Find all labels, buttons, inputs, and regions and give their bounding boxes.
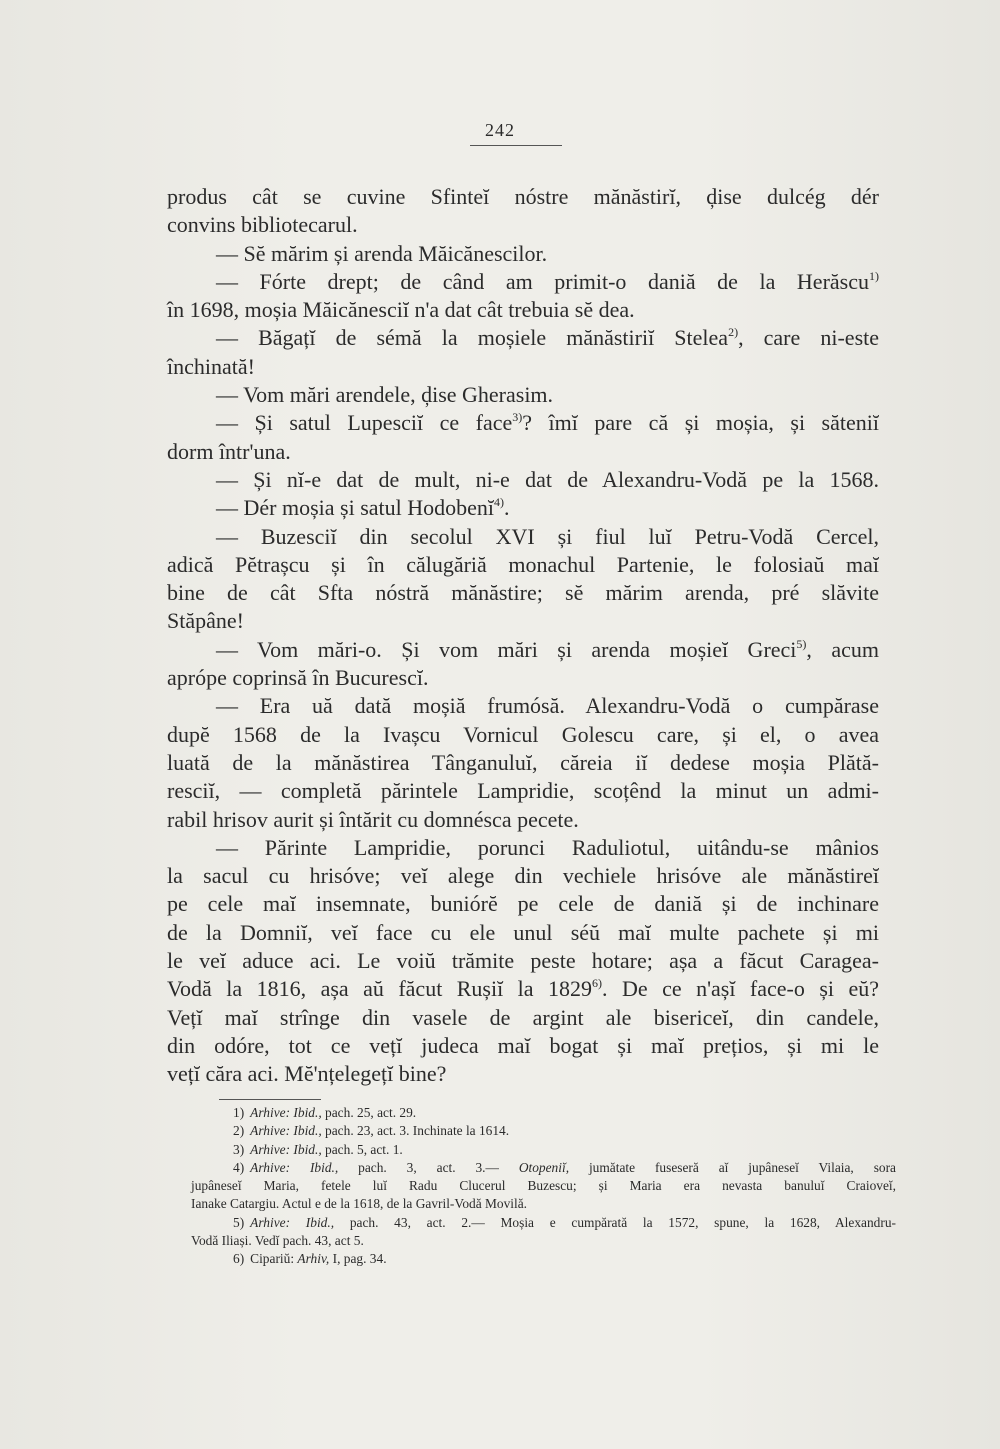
text-line-continuation: . De ce n'așĭ face-o și eŭ? [602, 976, 879, 1002]
footnote-text: jupâneseĭ Maria, fetele luĭ Radu Clucerul Buzescu; și Maria era nevasta banuluĭ Craioveĭ, [191, 1178, 896, 1194]
text-line-content: din odóre, tot ce vețĭ judeca maĭ bogat și maĭ prețios, și mi le [167, 1032, 879, 1058]
text-line [167, 692, 879, 720]
text-line-continuation: . [504, 495, 510, 521]
footnote-text: pach. 5, act. 1. [321, 1141, 403, 1157]
text-line [167, 1060, 879, 1088]
text-line-content: — Și nĭ-e dat de mult, ni-e dat de Alexandru-Vodă pe la 1568. [216, 466, 879, 492]
footnote-source: Otopeniĭ, [518, 1159, 570, 1175]
text-line-content: Vețĭ maĭ strînge din vasele de argint ale bisericeĭ, din candele, [167, 1004, 879, 1030]
text-line-content: aprópe coprinsă în Bucurescĭ. [167, 665, 429, 691]
footnote-number: 5) [233, 1214, 245, 1230]
text-line [167, 890, 879, 918]
footnote-source: Arhive: Ibid., [250, 1105, 322, 1120]
text-line-continuation: ? îmĭ pare că și moșia, și săteniĭ [522, 410, 879, 436]
text-line [167, 1004, 879, 1032]
text-line [167, 438, 879, 466]
text-line-content: Vodă la 1816, așa aŭ făcut Rușiĭ la 1829 [167, 976, 593, 1002]
text-line-content: — Și satul Lupesciĭ ce face [216, 410, 513, 436]
footnote-ref: 1) [869, 268, 879, 283]
footnote-number: 4) [233, 1159, 245, 1175]
footnote-source: Arhive: Ibid., [250, 1159, 339, 1175]
text-line-content: luată de la mănăstirea Tânganuluĭ, căreia iĭ dedese moșia Plătă- [167, 749, 879, 775]
page-number-rule [470, 145, 562, 146]
text-line-content: dorm într'una. [167, 438, 291, 464]
text-line-continuation: , acum [806, 636, 879, 662]
text-line [167, 806, 879, 834]
footnote-number: 2) [233, 1123, 245, 1139]
footnote-text: jumătate fuseseră aĭ jupâneseĭ Vilaia, sora [569, 1159, 896, 1175]
text-line [167, 721, 879, 749]
text-line-content: rabil hrisov aurit și întărit cu domnésca pecete. [167, 806, 579, 832]
text-line-content: — Era uă dată moșiă frumósă. Alexandru-Vodă o cumpărase [216, 693, 879, 719]
footnote-text: pach. 23, act. 3. Inchinate la 1614. [321, 1123, 510, 1139]
text-line [167, 381, 879, 409]
text-line-content: vețĭ căra aci. Mĕ'nțelegețĭ bine? [167, 1061, 447, 1087]
footnote-line [191, 1177, 896, 1195]
text-line [167, 947, 879, 975]
text-line [167, 1032, 879, 1060]
text-line-content: — Băgațĭ de sémă la moșiele mănăstiriĭ Stelea [216, 325, 729, 351]
text-line-content: — Fórte drept; de când am primit-o daniă de la Herăscu [216, 268, 869, 294]
footnote-text: Ianake Catargiu. Actul e de la 1618, de la Gavril-Vodă Movilă. [191, 1196, 528, 1212]
footnote-line [191, 1232, 896, 1250]
footnote-source: Arhive: Ibid., [250, 1123, 322, 1139]
text-line-content: — Buzesciĭ din secolul XVI și fiul luĭ Petru-Vodă Cercel, [216, 523, 879, 549]
text-line-content: — Dér moșia și satul Hodobenĭ [216, 495, 495, 521]
text-line [167, 636, 879, 664]
footnote-text: Cipariŭ: [250, 1251, 298, 1267]
footnote-text: pach. 43, act. 2.— Moșia e cumpărată la 1572, spune, la 1628, Alexandru- [334, 1214, 896, 1230]
footnote-line [191, 1141, 896, 1159]
text-line-content: le veĭ aduce aci. Le voiŭ trămite peste hotare; așa a făcut Caragea- [167, 948, 879, 974]
text-line [167, 494, 879, 522]
footnote-ref: 5) [796, 636, 807, 651]
text-line [167, 919, 879, 947]
text-line [167, 749, 879, 777]
text-line [167, 211, 879, 239]
text-line [167, 607, 879, 635]
footnote-text: I, pag. 34. [329, 1251, 387, 1267]
footnote-ref: 3) [512, 410, 523, 425]
text-line-content: închinată! [167, 353, 255, 379]
text-line-content: la sacul cu hrisóve; veĭ alege din vechiele hrisóve ale mănăstireĭ [167, 863, 879, 889]
footnote-number: 3) [233, 1141, 245, 1157]
footnote-source: Arhiv, [297, 1251, 330, 1267]
footnote-text: pach. 25, act. 29. [321, 1105, 417, 1120]
text-line [167, 975, 879, 1003]
text-line-content: adică Pĕtrașcu și în călugăriă monachul Partenie, le folosiaŭ maĭ [167, 551, 879, 577]
text-line [167, 268, 879, 296]
page-number: 242 [485, 120, 515, 140]
text-line [167, 353, 879, 381]
text-line-content: bine de cât Sfta nóstră mănăstire; sĕ mărim arenda, pré slăvite [167, 580, 879, 606]
text-line [167, 240, 879, 268]
text-line [167, 183, 879, 211]
text-line [167, 324, 879, 352]
text-line [167, 296, 879, 324]
footnote-number: 1) [233, 1105, 245, 1120]
text-line-content: de la Domniĭ, veĭ face cu ele unul séŭ maĭ multe pachete și mi [167, 919, 879, 945]
footnote-text: pach. 3, act. 3.— [338, 1159, 519, 1175]
footnote-source: Arhive: Ibid., [250, 1214, 335, 1230]
text-line [167, 466, 879, 494]
footnotes [191, 1104, 896, 1269]
text-line-content: — Vom mări arendele, ḑise Gherasim. [216, 382, 554, 408]
text-line-content: în 1698, moșia Măicănesciĭ n'a dat cât trebuia sĕ dea. [167, 297, 635, 323]
text-line [167, 551, 879, 579]
text-line-content: pe cele maĭ insemnate, buniórĕ pe cele de daniă și de inchinare [167, 891, 879, 917]
text-line [167, 409, 879, 437]
text-line [167, 834, 879, 862]
text-line-content: — Vom mări-o. Și vom mări și arenda moșieĭ Greci [216, 636, 797, 662]
text-line [167, 862, 879, 890]
footnote-line [191, 1195, 896, 1213]
text-line-content: — Părinte Lampridie, porunci Raduliotul, uitându-se mânios [216, 834, 879, 860]
text-line [167, 664, 879, 692]
footnote-ref: 4) [494, 495, 505, 510]
footnote-source: Arhive: Ibid., [250, 1141, 322, 1157]
footnote-line [191, 1159, 896, 1177]
footnote-number: 6) [233, 1251, 245, 1267]
footnote-line [191, 1122, 896, 1140]
text-line-content: dupĕ 1568 de la Ivașcu Vornicul Golescu care, și el, o avea [167, 721, 879, 747]
text-line [167, 579, 879, 607]
text-line-content: produs cât se cuvine Sfinteĭ nóstre mănăstirĭ, ḑise dulcég dér [167, 184, 879, 209]
footnote-line [191, 1214, 896, 1232]
text-line-content: convins bibliotecarul. [167, 212, 358, 238]
footnote-separator [219, 1099, 321, 1100]
text-line-continuation: , care ni-este [738, 325, 880, 351]
text-line-content: resciĭ, — completă părintele Lampridie, scoțênd la minut un admi- [167, 778, 879, 804]
footnote-line [191, 1104, 896, 1122]
footnote-ref: 6) [592, 976, 603, 991]
footnote-text: Vodă Iliași. Vedĭ pach. 43, act 5. [191, 1233, 364, 1249]
text-line [167, 523, 879, 551]
text-line [167, 777, 879, 805]
footnote-ref: 2) [728, 325, 739, 340]
text-line-content: — Sĕ mărim și arenda Măicănescilor. [216, 240, 548, 266]
footnote-line [191, 1250, 896, 1268]
text-line-content: Stăpâne! [167, 608, 244, 634]
body-text [167, 183, 879, 1089]
